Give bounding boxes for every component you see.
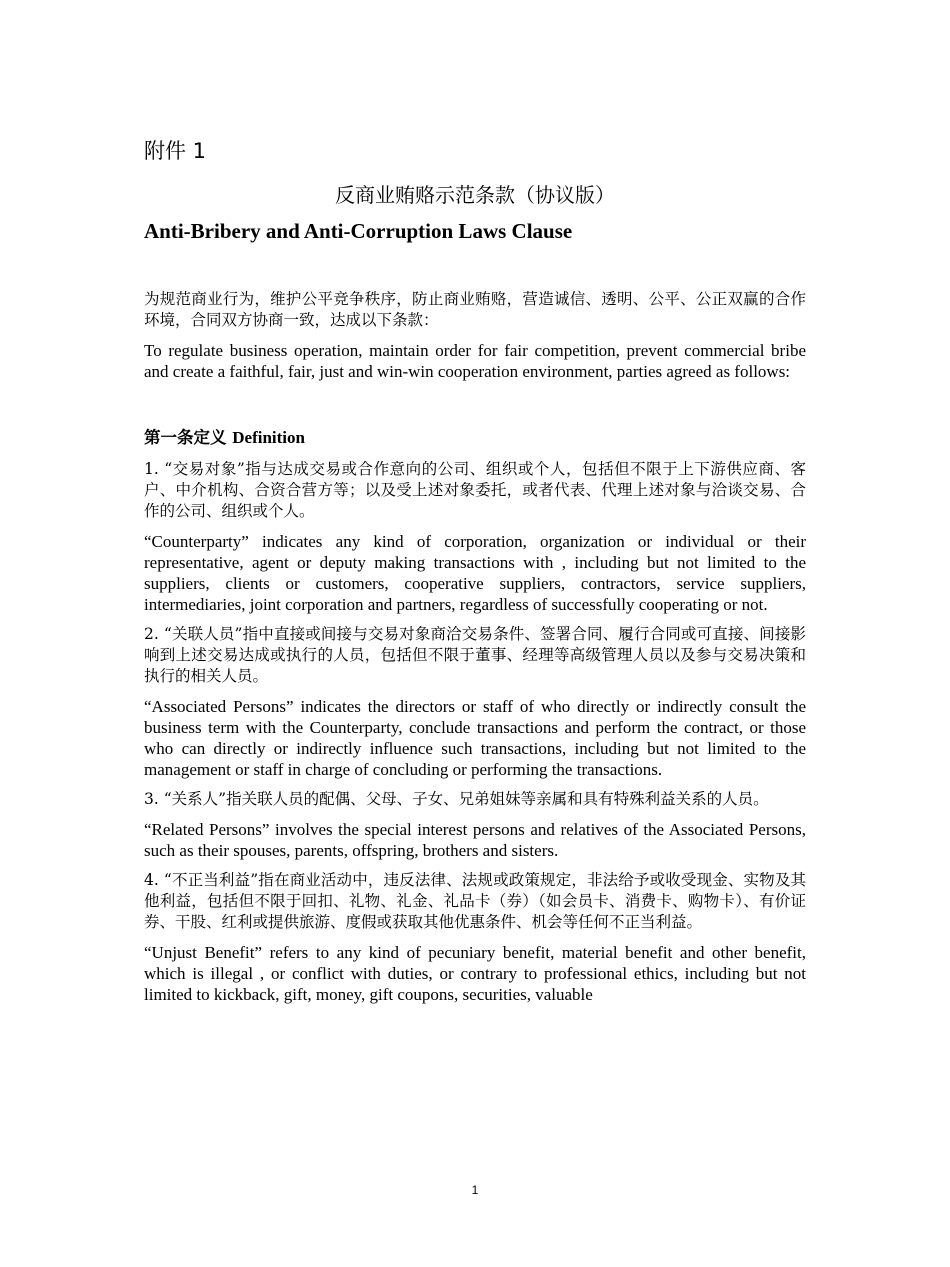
section-heading-chinese: 第一条定义 bbox=[144, 428, 227, 447]
definition-2-english: “Associated Persons” indicates the directors or staff of who directly or indirectly consult the business term with the Counterparty, conclude transactions and perform the contract, or those who can directly or indirectly influence such transactions, including but not limited to the management or staff in charge of concluding or performing the transactions. bbox=[144, 697, 806, 779]
section-heading bbox=[144, 426, 806, 450]
annex-label: 附件 1 bbox=[144, 139, 207, 163]
definition-2-chinese: 2. “关联人员”指中直接或间接与交易对象商洽交易条件、签署合同、履行合同或可直接、间接影响到上述交易达成或执行的人员，包括但不限于董事、经理等高级管理人员以及参与交易决策和执行的相关人员。 bbox=[144, 625, 806, 685]
definition-4-english: “Unjust Benefit” refers to any kind of pecuniary benefit, material benefit and other benefit, which is illegal , or conflict with duties, or contrary to professional ethics, including but not limited to kickback, gift, money, gift coupons, securities, valuable bbox=[144, 943, 806, 1004]
definition-1-english: “Counterparty” indicates any kind of corporation, organization or individual or their representative, agent or deputy making transactions with , including but not limited to the suppliers, clients or customers, cooperative suppliers, contractors, service suppliers, intermediaries, joint corporation and partners, regardless of successfully cooperating or not. bbox=[144, 532, 806, 614]
intro-paragraph-english: To regulate business operation, maintain order for fair competition, prevent commercial bribe and create a faithful, fair, just and win-win cooperation environment, parties agreed as follows: bbox=[144, 341, 806, 381]
section-heading-english: Definition bbox=[232, 428, 305, 447]
definition-1-chinese: 1. “交易对象”指与达成交易或合作意向的公司、组织或个人，包括但不限于上下游供应商、客户、中介机构、合资合营方等；以及受上述对象委托，或者代表、代理上述对象与洽谈交易、合作的公司、组织或个人。 bbox=[144, 460, 806, 520]
title-chinese: 反商业贿赂示范条款（协议版） bbox=[335, 183, 615, 207]
definition-3-english: “Related Persons” involves the special interest persons and relatives of the Associated Persons, such as their spouses, parents, offspring, brothers and sisters. bbox=[144, 820, 806, 860]
title-english: Anti-Bribery and Anti-Corruption Laws Clause bbox=[144, 219, 573, 243]
intro-paragraph-chinese: 为规范商业行为，维护公平竞争秩序，防止商业贿赂，营造诚信、透明、公平、公正双赢的合作环境，合同双方协商一致，达成以下条款： bbox=[144, 290, 806, 329]
definition-3-chinese: 3. “关系人”指关联人员的配偶、父母、子女、兄弟姐妹等亲属和具有特殊利益关系的人员。 bbox=[144, 790, 769, 808]
page-content bbox=[144, 136, 806, 1005]
page-number: 1 bbox=[471, 1183, 479, 1197]
definition-4-chinese: 4. “不正当利益”指在商业活动中，违反法律、法规或政策规定，非法给予或收受现金、实物及其他利益，包括但不限于回扣、礼物、礼金、礼品卡（券）（如会员卡、消费卡、购物卡）、有价证券、干股、红利或提供旅游、度假或获取其他优惠条件、机会等任何不正当利益。 bbox=[144, 871, 806, 931]
